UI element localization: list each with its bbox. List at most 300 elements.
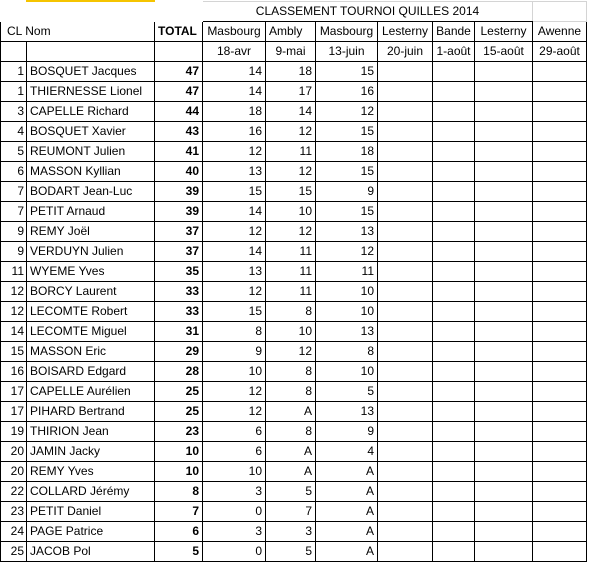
score-cell: 7	[266, 502, 316, 522]
player-name-cell: PAGE Patrice	[27, 522, 155, 542]
empty-score-cell	[433, 262, 475, 282]
empty-score-cell	[475, 362, 533, 382]
score-cell: 5	[266, 542, 316, 562]
empty-score-cell	[378, 482, 433, 502]
empty-score-cell	[378, 202, 433, 222]
empty-score-cell	[378, 362, 433, 382]
header-date-row	[1, 42, 587, 62]
empty-score-cell	[378, 162, 433, 182]
score-cell: A	[316, 482, 378, 502]
table-row	[1, 182, 587, 202]
empty-score-cell	[378, 342, 433, 362]
score-cell: A	[316, 462, 378, 482]
empty-score-cell	[433, 422, 475, 442]
table-row	[1, 542, 587, 562]
empty-score-cell	[533, 242, 587, 262]
score-cell: A	[266, 442, 316, 462]
score-cell: 14	[203, 82, 266, 102]
player-name-cell: LECOMTE Miguel	[27, 322, 155, 342]
player-name-cell: THIRION Jean	[27, 422, 155, 442]
empty-score-cell	[475, 262, 533, 282]
score-cell: 10	[203, 462, 266, 482]
total-cell: 37	[155, 242, 203, 262]
empty-score-cell	[433, 402, 475, 422]
empty-score-cell	[533, 62, 587, 82]
date-header: 20-juin	[378, 42, 433, 62]
score-cell: 11	[316, 262, 378, 282]
score-cell: 16	[203, 122, 266, 142]
date-header: 9-mai	[266, 42, 316, 62]
empty-score-cell	[533, 302, 587, 322]
table-row	[1, 362, 587, 382]
total-cell: 28	[155, 362, 203, 382]
table-row	[1, 262, 587, 282]
rank-cell: 24	[1, 522, 27, 542]
empty-score-cell	[533, 402, 587, 422]
empty-score-cell	[533, 502, 587, 522]
empty-score-cell	[475, 422, 533, 442]
empty-score-cell	[533, 202, 587, 222]
total-cell: 44	[155, 102, 203, 122]
total-cell: 39	[155, 182, 203, 202]
score-cell: 12	[203, 382, 266, 402]
table-row	[1, 122, 587, 142]
player-name-cell: REUMONT Julien	[27, 142, 155, 162]
score-cell: A	[316, 502, 378, 522]
table-row	[1, 282, 587, 302]
score-cell: 0	[203, 502, 266, 522]
score-cell: 12	[266, 162, 316, 182]
empty-score-cell	[475, 242, 533, 262]
empty-score-cell	[475, 182, 533, 202]
score-cell: 8	[266, 362, 316, 382]
empty-score-cell	[433, 102, 475, 122]
empty-score-cell	[378, 262, 433, 282]
player-name-cell: CAPELLE Aurélien	[27, 382, 155, 402]
score-cell: 12	[316, 242, 378, 262]
empty-score-cell	[533, 262, 587, 282]
score-cell: A	[316, 522, 378, 542]
title-row	[1, 1, 587, 22]
score-cell: 6	[203, 422, 266, 442]
empty-score-cell	[475, 102, 533, 122]
score-cell: 9	[316, 422, 378, 442]
score-cell: 14	[203, 62, 266, 82]
score-cell: 10	[266, 322, 316, 342]
table-row	[1, 202, 587, 222]
empty-score-cell	[475, 502, 533, 522]
table-row	[1, 142, 587, 162]
rank-cell: 17	[1, 382, 27, 402]
table-row	[1, 322, 587, 342]
score-cell: 15	[266, 182, 316, 202]
empty-score-cell	[533, 182, 587, 202]
empty-score-cell	[475, 402, 533, 422]
empty-score-cell	[433, 62, 475, 82]
empty-score-cell	[475, 62, 533, 82]
score-cell: A	[266, 462, 316, 482]
total-header: TOTAL	[155, 22, 203, 42]
table-row	[1, 502, 587, 522]
header-venue-row	[1, 22, 587, 42]
table-row	[1, 382, 587, 402]
empty-score-cell	[378, 462, 433, 482]
score-cell: 12	[203, 402, 266, 422]
player-name-cell: CAPELLE Richard	[27, 102, 155, 122]
score-cell: 10	[316, 302, 378, 322]
score-cell: A	[266, 402, 316, 422]
total-cell: 47	[155, 82, 203, 102]
empty-score-cell	[533, 322, 587, 342]
empty-score-cell	[533, 422, 587, 442]
score-cell: 8	[266, 422, 316, 442]
empty-score-cell	[433, 222, 475, 242]
player-name-cell: WYEME Yves	[27, 262, 155, 282]
empty-score-cell	[533, 542, 587, 562]
empty-score-cell	[475, 82, 533, 102]
empty-score-cell	[433, 142, 475, 162]
score-cell: A	[316, 542, 378, 562]
player-name-cell: PETIT Daniel	[27, 502, 155, 522]
table-row	[1, 522, 587, 542]
total-cell: 29	[155, 342, 203, 362]
score-cell: 15	[203, 302, 266, 322]
empty-score-cell	[533, 442, 587, 462]
total-cell: 10	[155, 462, 203, 482]
player-name-cell: JAMIN Jacky	[27, 442, 155, 462]
total-cell: 8	[155, 482, 203, 502]
rank-cell: 12	[1, 302, 27, 322]
total-cell: 33	[155, 282, 203, 302]
score-cell: 9	[316, 182, 378, 202]
rank-cell: 14	[1, 322, 27, 342]
score-cell: 15	[316, 122, 378, 142]
blank-cell	[1, 1, 27, 22]
blank-cell	[155, 1, 203, 22]
empty-score-cell	[533, 142, 587, 162]
total-cell: 23	[155, 422, 203, 442]
empty-score-cell	[378, 82, 433, 102]
empty-score-cell	[378, 122, 433, 142]
venue-header: Awenne	[533, 22, 587, 42]
score-cell: 17	[266, 82, 316, 102]
rank-cell: 1	[1, 62, 27, 82]
total-cell: 5	[155, 542, 203, 562]
player-name-cell: THIERNESSE Lionel	[27, 82, 155, 102]
table-row	[1, 342, 587, 362]
score-cell: 0	[203, 542, 266, 562]
total-cell: 47	[155, 62, 203, 82]
total-cell: 35	[155, 262, 203, 282]
empty-score-cell	[475, 522, 533, 542]
empty-score-cell	[378, 442, 433, 462]
player-name-cell: BOSQUET Xavier	[27, 122, 155, 142]
empty-score-cell	[378, 322, 433, 342]
score-cell: 13	[316, 402, 378, 422]
score-cell: 5	[316, 382, 378, 402]
empty-score-cell	[475, 282, 533, 302]
player-name-cell: BOISARD Edgard	[27, 362, 155, 382]
empty-score-cell	[475, 322, 533, 342]
player-name-cell: REMY Yves	[27, 462, 155, 482]
date-header: 18-avr	[203, 42, 266, 62]
score-cell: 12	[266, 122, 316, 142]
table-row	[1, 62, 587, 82]
score-cell: 15	[203, 182, 266, 202]
rank-cell: 19	[1, 422, 27, 442]
rank-cell: 3	[1, 102, 27, 122]
empty-score-cell	[433, 382, 475, 402]
score-cell: 13	[203, 162, 266, 182]
blank-cell	[1, 42, 27, 62]
score-cell: 11	[266, 262, 316, 282]
score-cell: 6	[203, 442, 266, 462]
empty-score-cell	[433, 362, 475, 382]
blank-cell	[155, 42, 203, 62]
score-cell: 16	[316, 82, 378, 102]
empty-score-cell	[378, 382, 433, 402]
total-cell: 43	[155, 122, 203, 142]
empty-score-cell	[475, 302, 533, 322]
rank-cell: 11	[1, 262, 27, 282]
rank-cell: 15	[1, 342, 27, 362]
player-name-cell: COLLARD Jérémy	[27, 482, 155, 502]
empty-score-cell	[475, 462, 533, 482]
score-cell: 3	[203, 522, 266, 542]
empty-score-cell	[533, 342, 587, 362]
score-cell: 12	[266, 222, 316, 242]
empty-score-cell	[533, 482, 587, 502]
total-cell: 39	[155, 202, 203, 222]
rank-cell: 16	[1, 362, 27, 382]
score-cell: 8	[203, 322, 266, 342]
table-row	[1, 302, 587, 322]
player-name-cell: PIHARD Bertrand	[27, 402, 155, 422]
empty-score-cell	[475, 542, 533, 562]
score-cell: 8	[266, 302, 316, 322]
score-cell: 15	[316, 162, 378, 182]
rank-cell: 12	[1, 282, 27, 302]
empty-score-cell	[475, 162, 533, 182]
total-cell: 37	[155, 222, 203, 242]
empty-score-cell	[475, 442, 533, 462]
empty-score-cell	[475, 342, 533, 362]
empty-score-cell	[475, 382, 533, 402]
cl-nom-header: CL Nom	[1, 22, 155, 42]
date-header: 1-août	[433, 42, 475, 62]
empty-score-cell	[378, 522, 433, 542]
empty-score-cell	[378, 402, 433, 422]
empty-score-cell	[378, 142, 433, 162]
total-cell: 25	[155, 402, 203, 422]
table-row	[1, 442, 587, 462]
empty-score-cell	[533, 462, 587, 482]
empty-score-cell	[433, 482, 475, 502]
player-name-cell: MASSON Kyllian	[27, 162, 155, 182]
rank-cell: 23	[1, 502, 27, 522]
table-row	[1, 102, 587, 122]
empty-score-cell	[378, 302, 433, 322]
empty-score-cell	[433, 462, 475, 482]
total-cell: 33	[155, 302, 203, 322]
rank-cell: 25	[1, 542, 27, 562]
empty-score-cell	[378, 182, 433, 202]
empty-score-cell	[533, 282, 587, 302]
score-cell: 14	[266, 102, 316, 122]
score-cell: 5	[266, 482, 316, 502]
score-cell: 10	[203, 362, 266, 382]
player-name-cell: BOSQUET Jacques	[27, 62, 155, 82]
rank-cell: 17	[1, 402, 27, 422]
empty-score-cell	[433, 162, 475, 182]
venue-header: Masbourg	[203, 22, 266, 42]
date-header: 15-août	[475, 42, 533, 62]
empty-score-cell	[433, 442, 475, 462]
score-cell: 14	[203, 242, 266, 262]
score-cell: 4	[316, 442, 378, 462]
date-header: 29-août	[533, 42, 587, 62]
score-cell: 18	[316, 142, 378, 162]
empty-score-cell	[378, 282, 433, 302]
score-cell: 14	[203, 202, 266, 222]
table-row	[1, 82, 587, 102]
score-cell: 13	[316, 222, 378, 242]
empty-score-cell	[533, 122, 587, 142]
score-cell: 12	[203, 142, 266, 162]
venue-header: Lesterny	[475, 22, 533, 42]
rank-cell: 9	[1, 222, 27, 242]
total-cell: 25	[155, 382, 203, 402]
score-cell: 10	[316, 282, 378, 302]
total-cell: 31	[155, 322, 203, 342]
total-cell: 7	[155, 502, 203, 522]
score-cell: 18	[203, 102, 266, 122]
empty-score-cell	[433, 122, 475, 142]
score-cell: 9	[203, 342, 266, 362]
empty-score-cell	[475, 202, 533, 222]
rank-cell: 5	[1, 142, 27, 162]
score-cell: 12	[203, 222, 266, 242]
player-name-cell: BORCY Laurent	[27, 282, 155, 302]
empty-score-cell	[378, 62, 433, 82]
empty-score-cell	[433, 522, 475, 542]
table-row	[1, 422, 587, 442]
empty-score-cell	[433, 342, 475, 362]
empty-score-cell	[533, 102, 587, 122]
empty-score-cell	[433, 202, 475, 222]
score-cell: 8	[266, 382, 316, 402]
rank-cell: 20	[1, 442, 27, 462]
player-name-cell: LECOMTE Robert	[27, 302, 155, 322]
score-cell: 3	[203, 482, 266, 502]
score-cell: 8	[316, 342, 378, 362]
empty-score-cell	[433, 322, 475, 342]
score-cell: 11	[266, 142, 316, 162]
score-cell: 13	[316, 322, 378, 342]
rank-cell: 6	[1, 162, 27, 182]
empty-score-cell	[533, 222, 587, 242]
player-name-cell: MASSON Eric	[27, 342, 155, 362]
blank-cell	[533, 1, 587, 22]
empty-score-cell	[433, 182, 475, 202]
empty-score-cell	[433, 82, 475, 102]
rank-cell: 9	[1, 242, 27, 262]
score-cell: 3	[266, 522, 316, 542]
empty-score-cell	[533, 382, 587, 402]
empty-score-cell	[378, 542, 433, 562]
score-cell: 15	[316, 202, 378, 222]
rank-cell: 1	[1, 82, 27, 102]
player-name-cell: PETIT Arnaud	[27, 202, 155, 222]
total-cell: 10	[155, 442, 203, 462]
venue-header: Masbourg	[316, 22, 378, 42]
score-cell: 11	[266, 242, 316, 262]
player-name-cell: VERDUYN Julien	[27, 242, 155, 262]
table-row	[1, 222, 587, 242]
total-cell: 6	[155, 522, 203, 542]
rank-cell: 7	[1, 202, 27, 222]
empty-score-cell	[433, 542, 475, 562]
score-cell: 15	[316, 62, 378, 82]
table-row	[1, 482, 587, 502]
score-cell: 10	[266, 202, 316, 222]
rank-cell: 22	[1, 482, 27, 502]
table-row	[1, 402, 587, 422]
empty-score-cell	[378, 222, 433, 242]
player-name-cell: REMY Joël	[27, 222, 155, 242]
score-cell: 18	[266, 62, 316, 82]
empty-score-cell	[433, 502, 475, 522]
blank-cell	[27, 1, 155, 22]
empty-score-cell	[475, 142, 533, 162]
empty-score-cell	[433, 242, 475, 262]
empty-score-cell	[378, 422, 433, 442]
empty-score-cell	[378, 502, 433, 522]
score-cell: 10	[316, 362, 378, 382]
score-cell: 12	[203, 282, 266, 302]
rank-cell: 7	[1, 182, 27, 202]
empty-score-cell	[475, 482, 533, 502]
tournament-title: CLASSEMENT TOURNOI QUILLES 2014	[203, 1, 533, 22]
score-cell: 11	[266, 282, 316, 302]
score-cell: 12	[266, 342, 316, 362]
venue-header: Ambly	[266, 22, 316, 42]
table-row	[1, 462, 587, 482]
total-cell: 41	[155, 142, 203, 162]
empty-score-cell	[433, 282, 475, 302]
table-row	[1, 242, 587, 262]
empty-score-cell	[378, 242, 433, 262]
empty-score-cell	[475, 222, 533, 242]
empty-score-cell	[475, 122, 533, 142]
empty-score-cell	[433, 302, 475, 322]
empty-score-cell	[533, 162, 587, 182]
player-name-cell: BODART Jean-Luc	[27, 182, 155, 202]
blank-cell	[27, 42, 155, 62]
rank-cell: 20	[1, 462, 27, 482]
venue-header: Lesterny	[378, 22, 433, 42]
table-row	[1, 162, 587, 182]
total-cell: 40	[155, 162, 203, 182]
empty-score-cell	[533, 522, 587, 542]
empty-score-cell	[533, 362, 587, 382]
empty-score-cell	[378, 102, 433, 122]
date-header: 13-juin	[316, 42, 378, 62]
score-cell: 13	[203, 262, 266, 282]
rank-cell: 4	[1, 122, 27, 142]
venue-header: Bande	[433, 22, 475, 42]
score-cell: 12	[316, 102, 378, 122]
